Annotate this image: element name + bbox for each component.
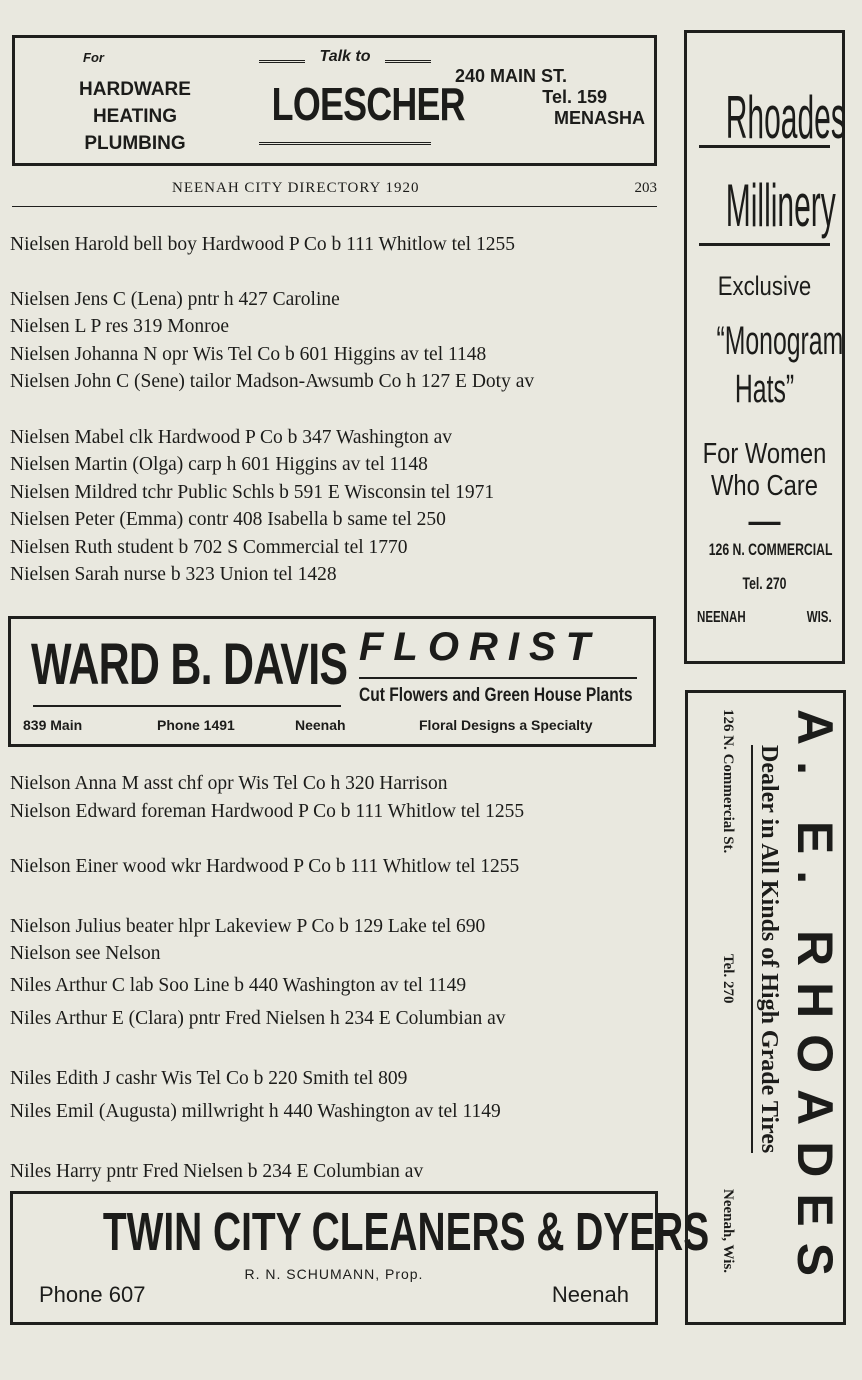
twin-city-phone: Phone 607 [39,1282,146,1307]
davis-florist-ad [8,616,656,747]
list-item: Niles Arthur E (Clara) pntr Fred Nielsen h 234 E Columbian av [10,1008,506,1029]
twin-city-proprietor: R. N. SCHUMANN, Prop. [244,1266,424,1282]
millinery-state: WIS. [807,609,832,626]
list-item: Nielson Einer wood wkr Hardwood P Co b 111 Whitlow tel 1255 [10,856,520,877]
millinery-line-2: “Monogram [716,319,844,363]
list-item: Niles Harry pntr Fred Nielsen b 234 E Columbian av [10,1161,424,1182]
list-item: Nielsen John C (Sene) tailor Madson-Awsumb Co h 127 E Doty av [10,371,535,392]
list-item: Nielsen Sarah nurse b 323 Union tel 1428 [10,564,337,585]
list-item: Nielsen Ruth student b 702 S Commercial tel 1770 [10,537,408,558]
list-item: Nielsen Martin (Olga) carp h 601 Higgins av tel 1148 [10,454,428,475]
tires-name: A. E. RHOADES [787,709,843,1293]
davis-specialty: Floral Designs a Specialty [419,717,593,733]
ad-rule-bottom [259,142,431,145]
service-hardware: HARDWARE [79,79,191,100]
davis-name: WARD B. DAVIS [31,632,348,697]
loescher-address: 240 MAIN ST. [455,66,568,86]
millinery-line-5: Who Care [710,470,819,502]
list-item: Niles Edith J cashr Wis Tel Co b 220 Smith tel 809 [10,1068,408,1089]
ad-talk-to: Talk to [305,48,385,66]
tires-dealer: Dealer in All Kinds of High Grade Tires [751,745,782,1153]
service-plumbing: PLUMBING [84,133,186,154]
davis-rule-right [359,677,637,679]
loescher-name: LOESCHER [271,78,465,130]
list-item: Nielson Edward foreman Hardwood P Co b 111 Whitlow tel 1255 [10,801,525,822]
list-item: Nielsen Mabel clk Hardwood P Co b 347 Washington av [10,427,452,448]
davis-tagline: Cut Flowers and Green House Plants [359,685,633,706]
tires-ad-rotated-content [688,699,846,1319]
list-item: Nielsen Jens C (Lena) pntr h 427 Caroline [10,289,340,310]
page-number: 203 [634,180,657,196]
list-item: Nielson Anna M asst chf opr Wis Tel Co h 320 Harrison [10,773,448,794]
service-heating: HEATING [92,106,178,127]
davis-address: 839 Main [23,717,83,733]
rhoades-millinery-ad [684,30,845,664]
list-item: Nielsen Johanna N opr Wis Tel Co b 601 Higgins av tel 1148 [10,344,487,365]
millinery-line-3: Hats” [734,367,795,411]
twin-city-city: Neenah [551,1282,629,1307]
list-item: Niles Arthur C lab Soo Line b 440 Washington av tel 1149 [10,975,467,996]
millinery-bar-1 [699,145,830,148]
list-item: Nielsen L P res 319 Monroe [10,316,229,337]
rhoades-tires-ad [685,690,846,1325]
twin-city-cleaners-ad [10,1191,710,1325]
list-item: Nielsen Harold bell boy Hardwood P Co b 111 Whitlow tel 1255 [10,234,515,255]
tires-city: Neenah, Wis. [720,1189,736,1274]
twin-city-name: TWIN CITY CLEANERS & DYERS [102,1202,710,1262]
loescher-city: MENASHA [553,108,645,128]
millinery-dash: — [748,503,781,539]
millinery-line-4: For Women [702,438,827,470]
millinery-name-1: Rhoades [725,84,846,151]
running-head [12,180,657,207]
davis-trade: FLORIST [359,625,601,669]
list-item: Nielson see Nelson [10,943,161,964]
ad-for-label: For [83,50,104,65]
list-item: Niles Emil (Augusta) millwright h 440 Washington av tel 1149 [10,1101,501,1122]
millinery-bar-2 [699,243,830,246]
davis-phone: Phone 1491 [157,717,235,733]
davis-city: Neenah [295,717,346,733]
millinery-address: 126 N. COMMERCIAL [708,540,833,559]
millinery-name-2: Millinery [725,172,836,239]
loescher-tel: Tel. 159 [542,87,607,107]
list-item: Nielsen Mildred tchr Public Schls b 591 E Wisconsin tel 1971 [10,482,495,503]
davis-rule-left [33,705,341,707]
list-item: Nielsen Peter (Emma) contr 408 Isabella b same tel 250 [10,509,446,530]
millinery-city: NEENAH [697,609,746,626]
tires-tel: Tel. 270 [720,954,736,1004]
list-item: Nielson Julius beater hlpr Lakeview P Co b 129 Lake tel 690 [10,916,486,937]
millinery-line-1: Exclusive [717,271,812,301]
tires-address: 126 N. Commercial St. [720,709,736,854]
loescher-ad [12,35,657,166]
loescher-address-block [445,66,645,129]
millinery-tel: Tel. 270 [742,574,787,593]
ad-services [35,76,235,157]
directory-title: NEENAH CITY DIRECTORY 1920 [172,180,420,196]
